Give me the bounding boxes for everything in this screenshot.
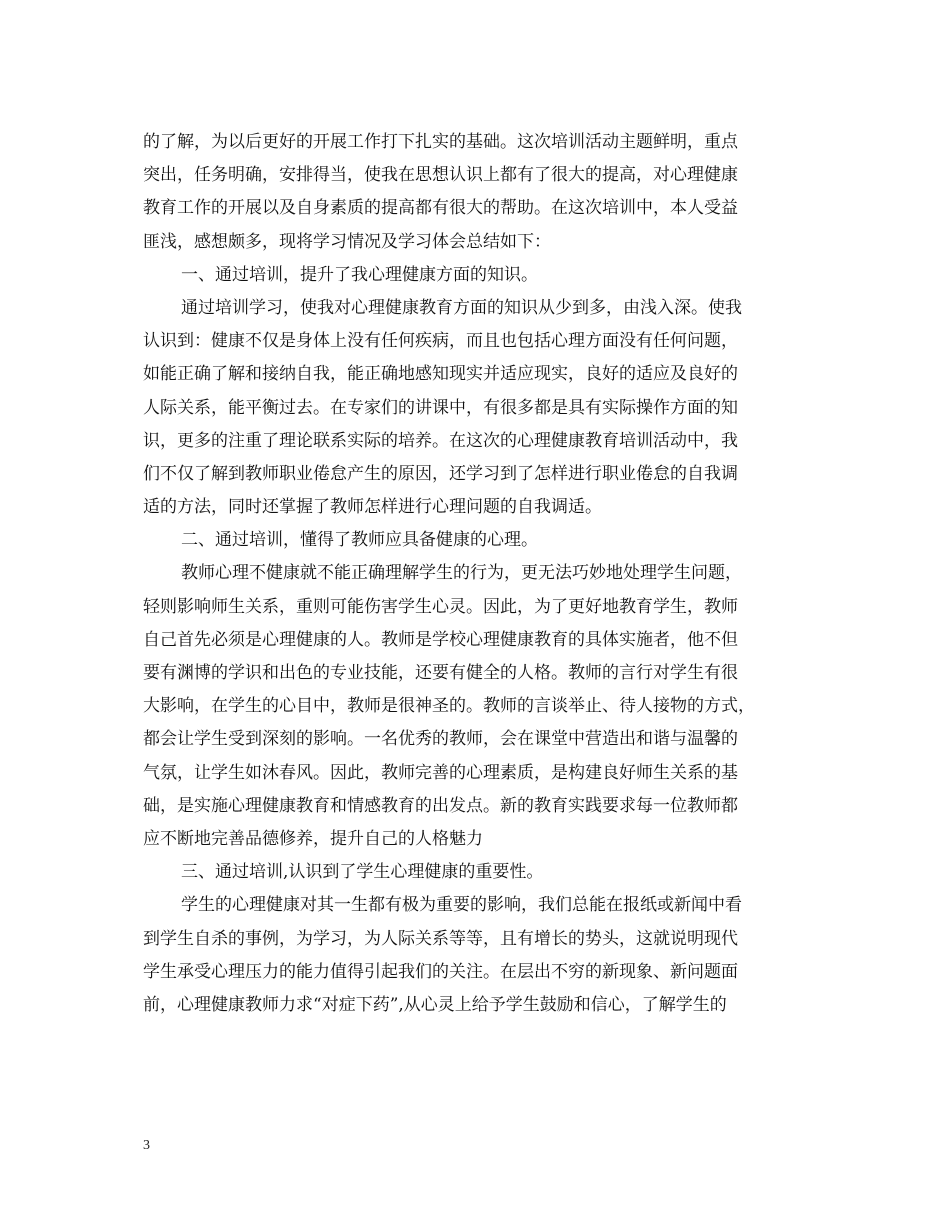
text-line: 学生的心理健康对其一生都有极为重要的影响，我们总能在报纸或新闻中看: [181, 895, 742, 916]
text-line: 都会让学生受到深刻的影响。一名优秀的教师，会在课堂中营造出和谐与温馨的: [143, 729, 738, 750]
text-line: 础，是实施心理健康教育和情感教育的出发点。新的教育实践要求每一位教师都: [143, 795, 738, 816]
text-line: 前，心理健康教师力求“对症下药”,从心灵上给予学生鼓励和信心，了解学生的: [143, 994, 727, 1015]
text-line: 们不仅了解到教师职业倦怠产生的原因，还学习到了怎样进行职业倦怠的自我调: [143, 463, 738, 484]
text-line: 匪浅，感想颇多，现将学习情况及学习体会总结如下：: [143, 231, 551, 252]
text-line: 轻则影响师生关系，重则可能伤害学生心灵。因此，为了更好地教育学生，教师: [143, 596, 738, 617]
text-line: 到学生自杀的事例，为学习，为人际关系等等，且有增长的势头，这就说明现代: [143, 928, 738, 949]
text-line: 教育工作的开展以及自身素质的提高都有很大的帮助。在这次培训中，本人受益: [143, 198, 738, 219]
text-line: 通过培训学习，使我对心理健康教育方面的知识从少到多，由浅入深。使我: [181, 297, 742, 318]
text-line: 自己首先必须是心理健康的人。教师是学校心理健康教育的具体实施者，他不但: [143, 629, 738, 650]
text-line: 突出，任务明确，安排得当，使我在思想认识上都有了很大的提高，对心理健康: [143, 165, 738, 186]
text-line: 识，更多的注重了理论联系实际的培养。在这次的心理健康教育培训活动中，我: [143, 430, 738, 451]
body-text: [143, 126, 809, 1022]
text-line: 适的方法，同时还掌握了教师怎样进行心理问题的自我调适。: [143, 497, 602, 518]
page-number: 3: [143, 1138, 150, 1153]
text-line: 学生承受心理压力的能力值得引起我们的关注。在层出不穷的新现象、新问题面: [143, 961, 738, 982]
text-line: 教师心理不健康就不能正确理解学生的行为，更无法巧妙地处理学生问题，: [181, 563, 742, 584]
section-heading-1: 一、通过培训，提升了我心理健康方面的知识。: [181, 264, 538, 285]
text-line: 认识到：健康不仅是身体上没有任何疾病，而且也包括心理方面没有任何问题，: [143, 331, 738, 352]
text-line: 大影响，在学生的心目中，教师是很神圣的。教师的言谈举止、待人接物的方式，: [143, 696, 755, 717]
text-line: 应不断地完善品德修养，提升自己的人格魅力: [143, 828, 483, 849]
text-line: 如能正确了解和接纳自我，能正确地感知现实并适应现实，良好的适应及良好的: [143, 364, 738, 385]
section-heading-3: 三、通过培训,认识到了学生心理健康的重要性。: [181, 862, 544, 883]
section-heading-2: 二、通过培训，懂得了教师应具备健康的心理。: [181, 530, 538, 551]
text-line: 要有渊博的学识和出色的专业技能，还要有健全的人格。教师的言行对学生有很: [143, 663, 738, 683]
text-line: 人际关系，能平衡过去。在专家们的讲课中，有很多都是具有实际操作方面的知: [143, 397, 738, 418]
text-line: 的了解，为以后更好的开展工作打下扎实的基础。这次培训活动主题鲜明，重点: [143, 132, 738, 152]
text-line: 气氛，让学生如沐春风。因此，教师完善的心理素质，是构建良好师生关系的基: [143, 762, 738, 783]
